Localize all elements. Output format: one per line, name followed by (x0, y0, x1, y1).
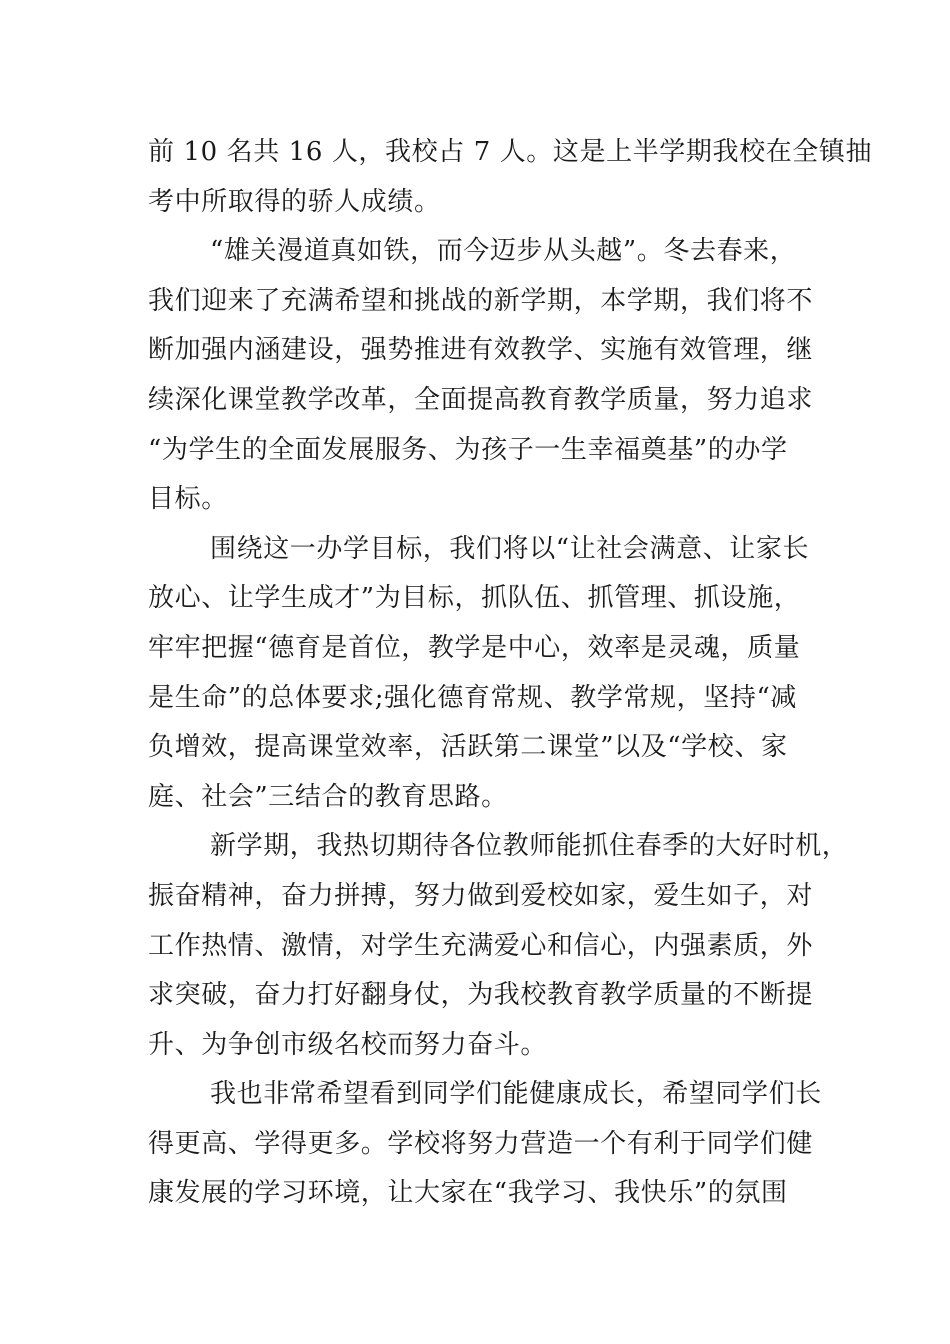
document-body (148, 128, 873, 1219)
text-line: 考中所取得的骄人成绩。 (148, 186, 441, 217)
text-line: 续深化课堂教学改革，全面提高教育教学质量，努力追求 (148, 384, 814, 415)
paragraph-4 (148, 822, 849, 1070)
paragraph-3 (148, 525, 808, 823)
text-line: “为学生的全面发展服务、为孩子一生幸福奠基”的办学 (148, 434, 788, 465)
text-line: 得更高、学得更多。学校将努力营造一个有利于同学们健 (148, 1128, 814, 1159)
text-line: 振奋精神，奋力拼搏，努力做到爱校如家，爱生如子，对 (148, 880, 814, 911)
text-line: 断加强内涵建设，强势推进有效教学、实施有效管理，继 (148, 335, 814, 366)
text-line: 牢牢把握“德育是首位，教学是中心，效率是灵魂，质量 (148, 632, 801, 663)
text-line: “雄关漫道真如铁，而今迈步从头越”。冬去春来， (210, 236, 797, 267)
text-line: 放心、让学生成才”为目标，抓队伍、抓管理、抓设施， (148, 583, 801, 614)
text-line: 是生命”的总体要求;强化德育常规、教学常规，坚持“减 (148, 682, 797, 713)
text-line: 工作热情、激情，对学生充满爱心和信心，内强素质，外 (148, 930, 814, 961)
paragraph-5 (148, 1070, 822, 1219)
text-line: 庭、社会”三结合的教育思路。 (148, 781, 508, 812)
text-line: 目标。 (148, 484, 228, 515)
text-line: 围绕这一办学目标，我们将以“让社会满意、让家长 (210, 533, 810, 564)
text-line: 升、为争创市级名校而努力奋斗。 (148, 1029, 548, 1060)
text-line: 康发展的学习环境，让大家在“我学习、我快乐”的氛围 (148, 1178, 788, 1209)
text-line: 我也非常希望看到同学们能健康成长，希望同学们长 (210, 1079, 822, 1110)
text-line: 前 10 名共 16 人，我校占 7 人。这是上半学期我校在全镇抽 (148, 137, 873, 167)
text-line: 我们迎来了充满希望和挑战的新学期，本学期，我们将不 (148, 285, 814, 316)
text-line: 求突破，奋力打好翻身仗，为我校教育教学质量的不断提 (148, 980, 814, 1011)
text-line: 负增效，提高课堂效率，活跃第二课堂”以及“学校、家 (148, 732, 788, 763)
text-line: 新学期，我热切期待各位教师能抓住春季的大好时机， (210, 831, 849, 862)
paragraph-2 (148, 227, 814, 525)
paragraph-1 (148, 128, 873, 227)
